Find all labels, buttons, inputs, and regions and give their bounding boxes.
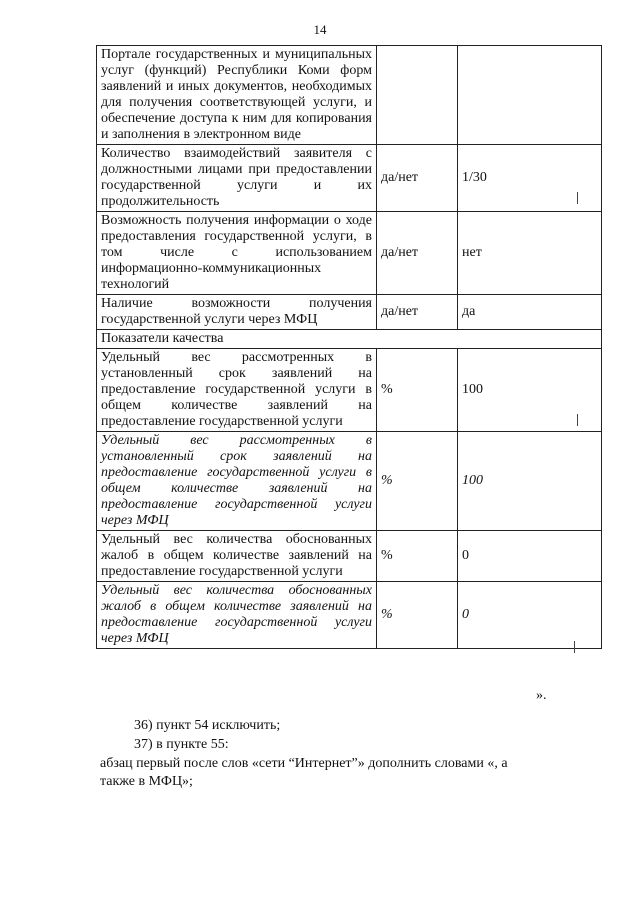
unit-cell	[377, 46, 458, 145]
value-cell: да	[458, 295, 602, 330]
paragraph-amendment-end: также в МФЦ»;	[100, 774, 193, 789]
scan-mark	[577, 414, 578, 426]
value-cell: 0	[458, 582, 602, 649]
unit-cell: %	[377, 432, 458, 531]
scan-mark	[577, 192, 578, 204]
table-row	[97, 46, 602, 145]
indicators-table	[96, 45, 602, 649]
value-cell: 100	[458, 432, 602, 531]
indicator-name-cell: Удельный вес количества обоснованных жалоб в общем количестве заявлений на предоставление государственной услуги	[97, 531, 377, 582]
indicator-name-cell: Удельный вес количества обоснованных жалоб в общем количестве заявлений на предоставление государственной услуги через МФЦ	[97, 582, 377, 649]
value-cell	[458, 46, 602, 145]
value-cell: нет	[458, 212, 602, 295]
table-row	[97, 212, 602, 295]
unit-cell: да/нет	[377, 295, 458, 330]
indicator-name-cell: Наличие возможности получения государственной услуги через МФЦ	[97, 295, 377, 330]
indicator-name-cell: Портале государственных и муниципальных услуг (функций) Республики Коми форм заявлений и иных документов, необходимых для получения соответствующей услуги, и обеспечение доступа к ним для копирования и заполнения в электронном виде	[97, 46, 377, 145]
indicator-name-cell: Количество взаимодействий заявителя с должностными лицами при предоставлении государственной услуги и их продолжительность	[97, 145, 377, 212]
paragraph-item-36: 36) пункт 54 исключить;	[134, 718, 281, 733]
indicator-name-cell: Возможность получения информации о ходе предоставления государственной услуги, в том числе с использованием информационно-коммуникационных технологий	[97, 212, 377, 295]
unit-cell: да/нет	[377, 212, 458, 295]
value-cell: 1/30	[458, 145, 602, 212]
table-row	[97, 145, 602, 212]
unit-cell: %	[377, 349, 458, 432]
section-header: Показатели качества	[97, 330, 602, 349]
paragraph-amendment-text: абзац первый после слов «сети “Интернет”» дополнить словами «, а	[100, 756, 508, 771]
indicators-table-body	[97, 46, 602, 649]
value-cell: 100	[458, 349, 602, 432]
table-row	[97, 349, 602, 432]
table-row	[97, 295, 602, 330]
indicator-name-cell: Удельный вес рассмотренных в установленный срок заявлений на предоставление государственной услуги в общем количестве заявлений на предоставление государственной услуги	[97, 349, 377, 432]
table-row	[97, 432, 602, 531]
paragraph-item-37: 37) в пункте 55:	[134, 737, 229, 752]
unit-cell: %	[377, 582, 458, 649]
page-number: 14	[313, 22, 327, 37]
closing-quote: ».	[536, 688, 547, 703]
table-section-row	[97, 330, 602, 349]
table-row	[97, 531, 602, 582]
table-row	[97, 582, 602, 649]
value-cell: 0	[458, 531, 602, 582]
unit-cell: %	[377, 531, 458, 582]
indicator-name-cell: Удельный вес рассмотренных в установленный срок заявлений на предоставление государственной услуги в общем количестве заявлений на предоставление государственной услуги через МФЦ	[97, 432, 377, 531]
unit-cell: да/нет	[377, 145, 458, 212]
scan-mark	[574, 641, 575, 653]
